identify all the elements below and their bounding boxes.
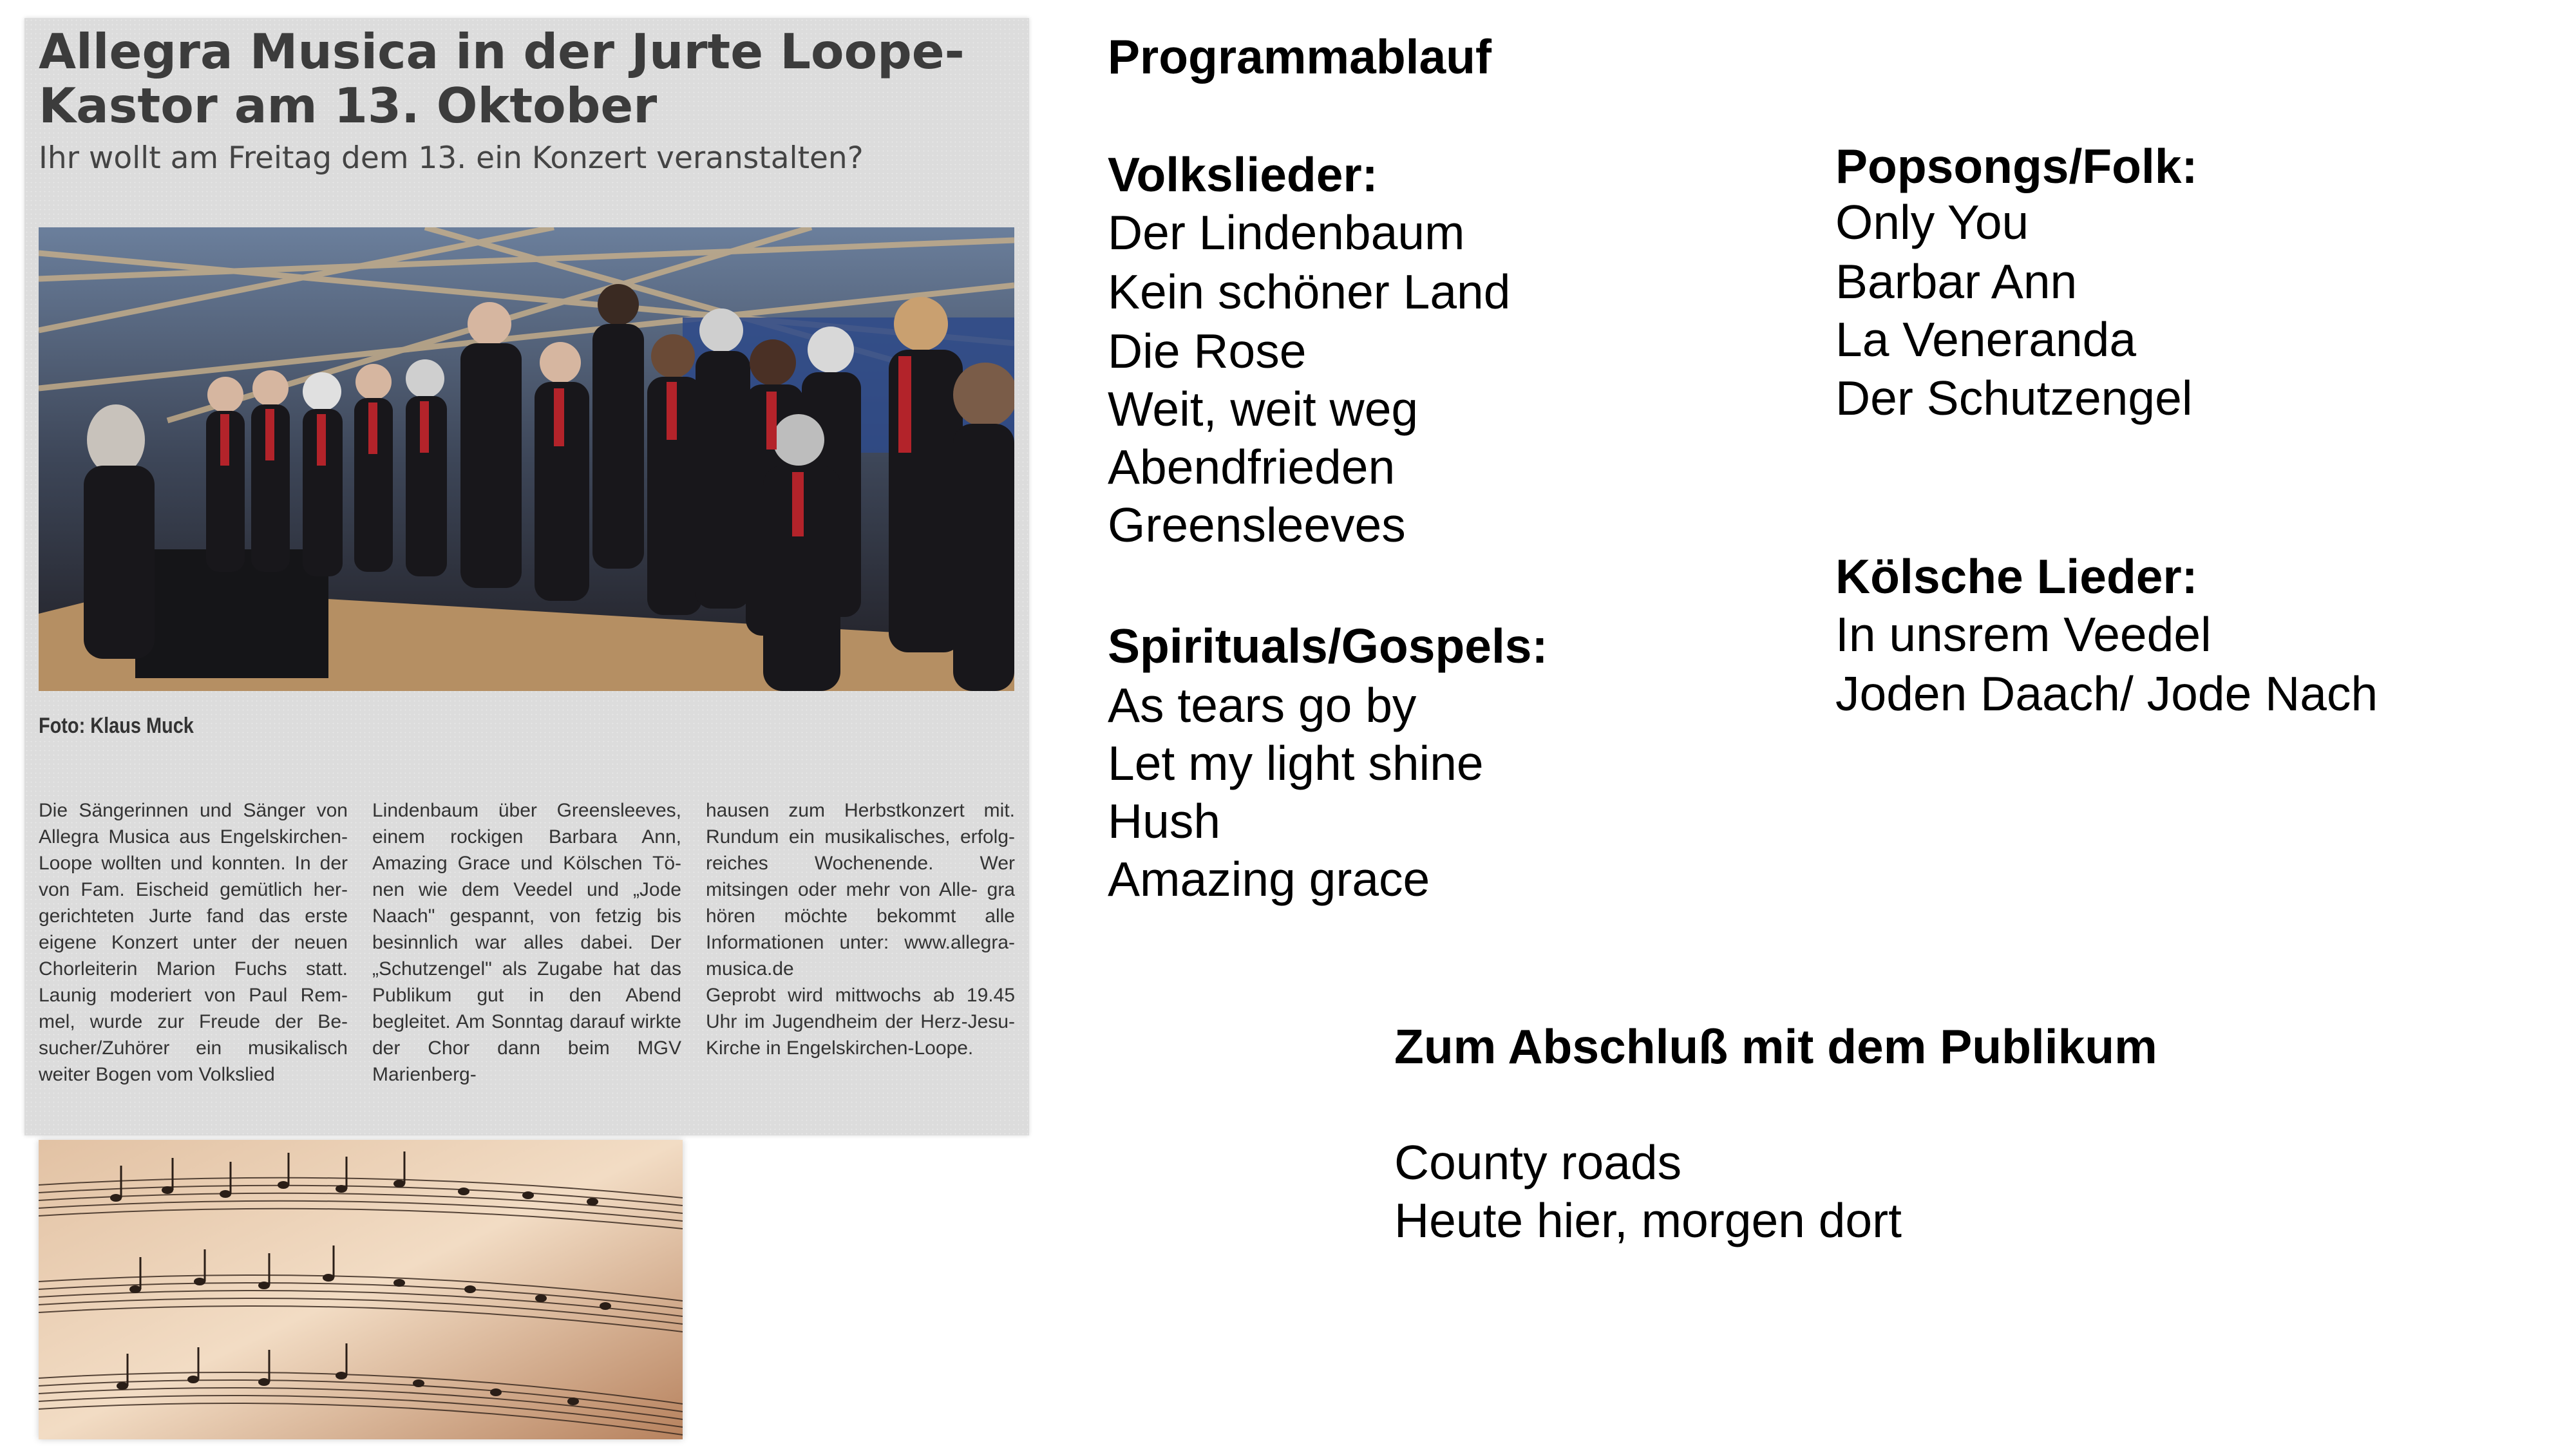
choir-photo-illustration	[39, 227, 1014, 691]
article-headline: Allegra Musica in der Jurte Loope-Kastor am 13. Oktober	[39, 23, 965, 134]
song-item: Greensleeves	[1108, 498, 1406, 552]
song-item: Only You	[1835, 195, 2029, 249]
section-title-koelsche-lieder: Kölsche Lieder:	[1835, 549, 2198, 603]
section-title-volkslieder: Volkslieder:	[1108, 147, 1378, 202]
song-item: La Veneranda	[1835, 312, 2137, 366]
section-title-spirituals: Spirituals/Gospels:	[1108, 619, 1548, 673]
newspaper-clipping	[24, 18, 1029, 1135]
article-subheadline: Ihr wollt am Freitag dem 13. ein Konzert veranstalten?	[39, 140, 864, 176]
song-item: As tears go by	[1108, 678, 1417, 732]
article-column-2: Lindenbaum über Greensleeves, einem rockigen Barbara Ann, Amazing Grace und Kölschen Tö- nen wie dem Veedel und „Jode Naach" gespannt, von fetzig bis besinnlich war alles dabei. Der „Schutzengel" als Zugabe hat das Publikum gut in den Abend begleitet. Am Sonntag darauf wirkte der Chor dann beim MGV Marienberg-	[372, 800, 681, 1085]
song-item: In unsrem Veedel	[1835, 607, 2211, 661]
song-item: Kein schöner Land	[1108, 265, 1511, 319]
program-title: Programmablauf	[1108, 30, 1492, 84]
choir-photo	[39, 227, 1014, 691]
song-item: Barbar Ann	[1835, 254, 2078, 308]
photo-credit: Foto: Klaus Muck	[39, 714, 194, 738]
song-item: Heute hier, morgen dort	[1394, 1193, 1902, 1247]
song-item: Joden Daach/ Jode Nach	[1835, 667, 2378, 721]
song-item: Die Rose	[1108, 324, 1307, 378]
sheet-music-illustration	[39, 1140, 683, 1439]
song-item: County roads	[1394, 1135, 1682, 1189]
song-item: Der Schutzengel	[1835, 371, 2193, 425]
song-item: Abendfrieden	[1108, 440, 1396, 494]
section-title-popsongs: Popsongs/Folk:	[1835, 139, 2198, 193]
article-column-1: Die Sängerinnen und Sänger von Allegra Musica aus Engelskirchen-Loope wollten und konnten. In der von Fam. Eischeid gemütlich her- gerichteten Jurte fand das erste eigene Konzert unter der neuen Chorleiterin Marion Fuchs statt. Launig moderiert von Paul Rem- mel, wurde zur Freude der Be- sucher/Zuhörer ein musikalisch weiter Bogen vom Volkslied	[39, 800, 348, 1085]
song-item: Weit, weit weg	[1108, 382, 1419, 436]
song-item: Der Lindenbaum	[1108, 205, 1465, 260]
song-item: Hush	[1108, 794, 1221, 848]
sheet-music-photo	[39, 1140, 683, 1439]
song-item: Let my light shine	[1108, 736, 1484, 790]
article-column-3: hausen zum Herbstkonzert mit. Rundum ein musikalisches, erfolg- reiches Wochenende. Wer mitsingen oder mehr von Alle- gra hören möchte bekommt alle Informationen unter: www.allegra-musica.de Geprobt wird mittwochs ab 19.45 Uhr im Jugendheim der Herz-Jesu-Kirche in Engelskirchen-Loope.	[706, 800, 1015, 1059]
finale-title: Zum Abschluß mit dem Publikum	[1394, 1019, 2157, 1074]
song-item: Amazing grace	[1108, 852, 1430, 906]
